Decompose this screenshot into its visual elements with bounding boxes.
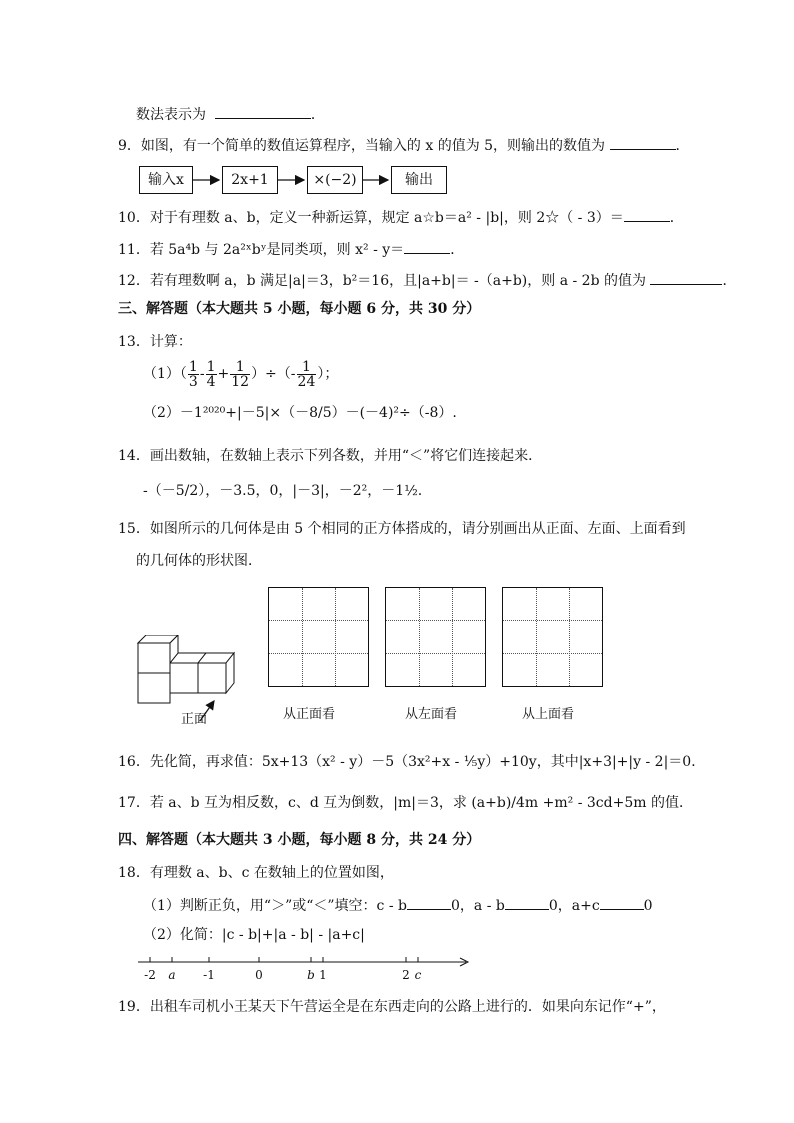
section-4-heading: 四、解答题（本大题共 3 小题，每小题 8 分，共 24 分） (118, 832, 481, 848)
flow-step-2-box: ×(−2) (307, 166, 363, 194)
answer-blank[interactable] (650, 270, 722, 285)
tick-label: a (168, 968, 176, 982)
q9: 9．如图，有一个简单的数值运算程序，当输入的 x 的值为 5，则输出的数值为 ． (118, 135, 690, 155)
q8-tail: 数法表示为 ． (136, 104, 325, 124)
front-view-grid[interactable] (268, 587, 369, 687)
tick-label: -2 (144, 968, 156, 982)
q15-line1: 15．如图所示的几何体是由 5 个相同的正方体搭成的，请分别画出从正面、左面、上面看到 (118, 521, 686, 537)
q18: 18．有理数 a、b、c 在数轴上的位置如图， (118, 865, 394, 881)
q12: 12．若有理数啊 a，b 满足|a|＝3，b²＝16，且|a+b|＝ -（a+b)，则 a - 2b 的值为 ． (118, 270, 736, 290)
answer-blank[interactable] (600, 895, 644, 910)
fraction: $\frac{1}{3}$ (188, 358, 198, 390)
flow-step-1-box: 2x+1 (222, 166, 278, 194)
tick-label: c (414, 968, 422, 982)
q13-part2: （2）－1²⁰²⁰+|－5|×（－8/5）－(－4)²÷（-8）. (143, 405, 457, 421)
answer-blank[interactable] (624, 207, 670, 222)
q17: 17．若 a、b 互为相反数，c、d 互为倒数，|m|＝3，求 (a+b)/4m +m² - 3cd+5m 的值． (118, 795, 693, 811)
q15-line2: 的几何体的形状图． (136, 553, 262, 569)
q16: 16．先化简，再求值：5x+13（x² - y）－5（3x²+x - ⅕y）+10y，其中|x+3|+|y - 2|＝0． (118, 754, 706, 770)
flow-input-box: 输入x (139, 166, 193, 194)
q14-numbers: -（－5/2），－3.5，0，|－3|，－2²，－1½. (143, 483, 423, 499)
q18-part2: （2）化简：|c - b|+|a - b| - |a+c| (143, 927, 365, 943)
q11: 11．若 5a⁴b 与 2a²ˣbʸ是同类项，则 x² - y＝ ． (118, 239, 464, 259)
top-view-grid[interactable] (502, 587, 603, 687)
fraction: $\frac{1}{12}$ (231, 358, 250, 390)
answer-blank[interactable] (404, 239, 450, 254)
answer-blank[interactable] (407, 895, 451, 910)
tick-label: 0 (255, 968, 263, 982)
tick-label: 1 (319, 968, 327, 982)
tick-label: 2 (402, 968, 410, 982)
q19: 19．出租车司机小王某天下午营运全是在东西走向的公路上进行的．如果向东记作“+”， (118, 999, 666, 1015)
flow-output-box: 输出 (391, 166, 447, 194)
q18-part1: （1）判断正负，用“＞”或“＜”填空：c - b 0，a - b 0，a+c 0 (143, 895, 653, 915)
tick-label: b (307, 968, 315, 982)
q13-part1: （1）（ $\frac{1}{3}$ - $\frac{1}{4}$ + $\frac{1}{12}$ ）÷（- $\frac{1}{24}$ ）； (143, 358, 339, 390)
q14: 14．画出数轴，在数轴上表示下列各数，并用“＜”将它们连接起来． (118, 448, 543, 464)
front-view-caption: 从正面看 (283, 707, 336, 722)
q13: 13．计算： (118, 334, 192, 350)
answer-blank[interactable] (505, 895, 549, 910)
left-view-grid[interactable] (385, 587, 486, 687)
left-view-caption: 从左面看 (405, 707, 458, 722)
front-label: 正面 (181, 712, 208, 727)
fraction: $\frac{1}{24}$ (297, 358, 316, 390)
section-3-heading: 三、解答题（本大题共 5 小题，每小题 6 分，共 30 分） (118, 301, 481, 317)
top-view-caption: 从上面看 (522, 707, 575, 722)
q10: 10．对于有理数 a、b，定义一种新运算，规定 a☆b＝a² - |b|，则 2☆（ - 3）＝ ． (118, 207, 684, 227)
fraction: $\frac{1}{4}$ (206, 358, 216, 390)
number-line (130, 952, 480, 988)
tick-label: -1 (203, 968, 215, 982)
